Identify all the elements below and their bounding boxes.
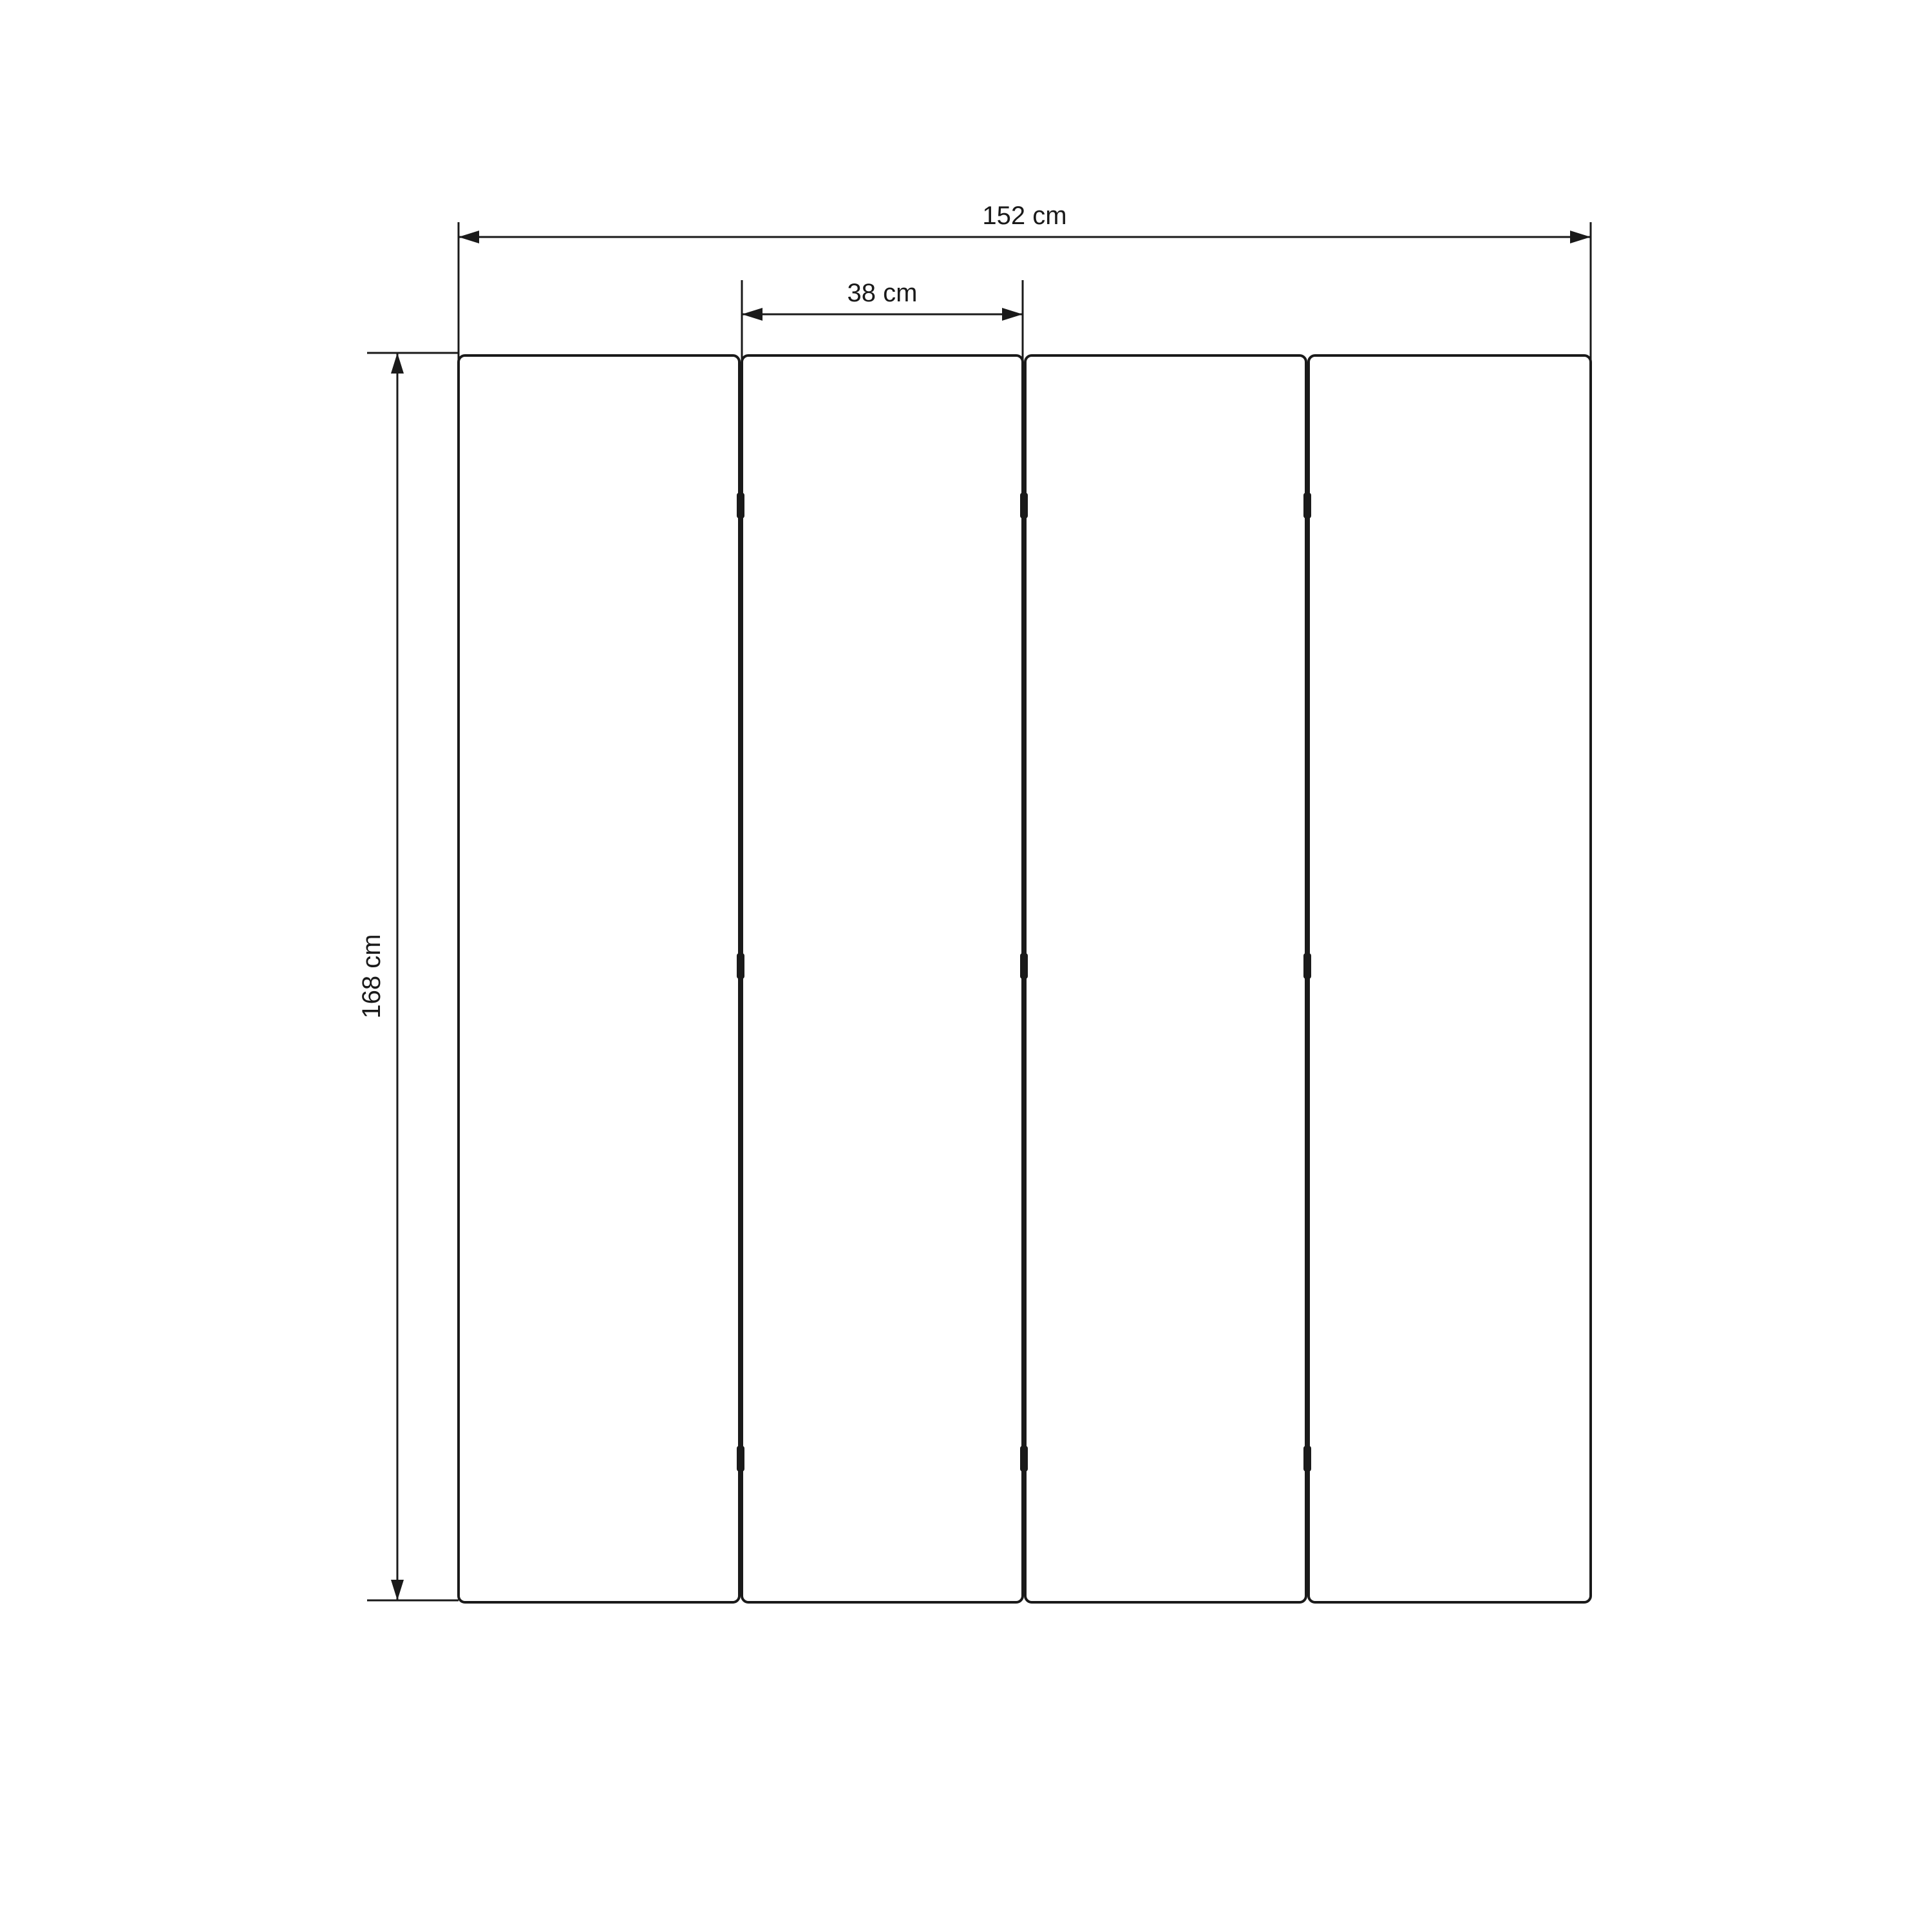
hinge-icon [737,1446,744,1472]
hinge-icon [1020,1446,1028,1472]
panel-4[interactable] [1309,355,1591,1602]
hinge-icon [1020,953,1028,979]
panel-1[interactable] [459,355,739,1602]
height-dimension [357,353,404,1600]
hinge-icon [1303,493,1311,518]
panel-2[interactable] [742,355,1023,1602]
hinge-icon [1303,953,1311,979]
hinge-icon [1303,1446,1311,1472]
total-width-label: 152 cm [982,202,1067,230]
hinge-icon [737,493,744,518]
panel-3[interactable] [1025,355,1306,1602]
height-label: 168 cm [357,934,386,1019]
panel-width-label: 38 cm [847,279,918,307]
hinge-icon [1020,493,1028,518]
panel-width-dimension [742,279,1023,321]
total-width-dimension [459,202,1591,243]
hinge-icon [737,953,744,979]
